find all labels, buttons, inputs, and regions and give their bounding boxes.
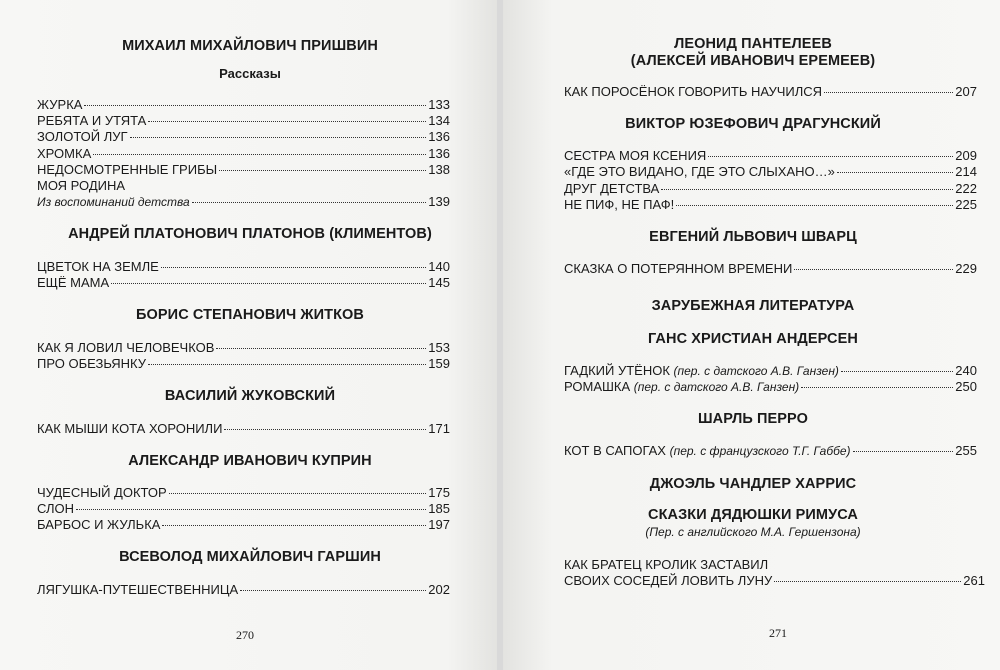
entry-title: СЛОН [37,501,74,516]
toc-entry[interactable] [37,582,450,598]
entry-page: 225 [955,197,977,212]
translator-note: (Пер. с английского М.А. Гершензона) [645,525,861,539]
toc-entry[interactable] [564,197,977,213]
dot-leader [130,137,427,138]
entry-page: 133 [428,97,450,112]
dot-leader [774,581,961,582]
author-heading-platonov: АНДРЕЙ ПЛАТОНОВИЧ ПЛАТОНОВ (КЛИМЕНТОВ) [68,226,432,242]
author-heading-dragunsky: ВИКТОР ЮЗЕФОВИЧ ДРАГУНСКИЙ [625,116,881,132]
entry-title[interactable]: МОЯ РОДИНА [37,178,126,193]
dot-leader [240,590,426,591]
toc-entry[interactable] [564,84,977,100]
toc-entry[interactable] [564,181,977,197]
right-page [503,0,1000,670]
dot-leader [169,493,427,494]
page-number: 271 [769,626,787,640]
entry-page: 145 [428,275,450,290]
entry-subtitle: Из воспоминаний детства [37,195,190,209]
page-number: 270 [236,628,254,642]
entry-title-line1[interactable]: КАК БРАТЕЦ КРОЛИК ЗАСТАВИЛ [564,557,769,572]
toc-entry[interactable] [37,356,450,372]
entry-title: НЕДОСМОТРЕННЫЕ ГРИБЫ [37,162,218,177]
dot-leader [161,267,426,268]
entry-title: ЧУДЕСНЫЙ ДОКТОР [37,485,167,500]
entry-title: СКАЗКА О ПОТЕРЯННОМ ВРЕМЕНИ [564,261,793,276]
entry-title: «ГДЕ ЭТО ВИДАНО, ГДЕ ЭТО СЛЫХАНО…» [564,164,835,179]
dot-leader [853,451,954,452]
entry-page: 138 [428,162,450,177]
author-heading-garshin: ВСЕВОЛОД МИХАЙЛОВИЧ ГАРШИН [119,549,381,565]
dot-leader [661,189,953,190]
entry-page: 153 [428,340,450,355]
toc-entry[interactable] [564,379,977,395]
dot-leader [224,429,426,430]
entry-title: ХРОМКА [37,146,92,161]
entry-page: 261 [963,573,985,588]
author-heading-andersen: ГАНС ХРИСТИАН АНДЕРСЕН [648,331,858,347]
author-heading-zhukovsky: ВАСИЛИЙ ЖУКОВСКИЙ [164,388,336,404]
entry-title: ЦВЕТОК НА ЗЕМЛЕ [37,259,159,274]
dot-leader [794,269,953,270]
dot-leader [219,170,426,171]
toc-entry[interactable] [37,340,450,356]
toc-entry[interactable] [37,485,450,501]
entry-translator: (пер. с французского Т.Г. Габбе) [669,444,851,458]
collection-heading-remus: СКАЗКИ ДЯДЮШКИ РИМУСА [648,507,858,523]
toc-entry[interactable] [37,194,450,210]
dot-leader [148,364,426,365]
author-heading-prishvin: МИХАИЛ МИХАЙЛОВИЧ ПРИШВИН [122,38,378,54]
dot-leader [708,156,953,157]
toc-entry[interactable] [37,517,450,533]
toc-entry[interactable] [37,162,450,178]
entry-title: РОМАШКА [564,379,631,394]
author-real-name: (АЛЕКСЕЙ ИВАНОВИЧ ЕРЕМЕЕВ) [630,53,876,69]
entry-title: КАК Я ЛОВИЛ ЧЕЛОВЕЧКОВ [37,340,215,355]
entry-page: 229 [955,261,977,276]
entry-title: СЕСТРА МОЯ КСЕНИЯ [564,148,707,163]
dot-leader [837,172,953,173]
entry-title: ЗОЛОТОЙ ЛУГ [37,129,128,144]
left-page [0,0,497,670]
toc-entry[interactable] [564,261,977,277]
dot-leader [93,154,426,155]
foreign-literature-heading: ЗАРУБЕЖНАЯ ЛИТЕРАТУРА [651,298,855,314]
dot-leader [676,205,953,206]
entry-page: 207 [955,84,977,99]
author-heading-shvarts: ЕВГЕНИЙ ЛЬВОВИЧ ШВАРЦ [649,229,857,245]
entry-page: 139 [428,194,450,209]
toc-entry[interactable] [37,501,450,517]
entry-page: 250 [955,379,977,394]
entry-page: 185 [428,501,450,516]
entry-page: 202 [428,582,450,597]
entry-page: 214 [955,164,977,179]
entry-page: 136 [428,129,450,144]
entry-title: ЛЯГУШКА-ПУТЕШЕСТВЕННИЦА [37,582,239,597]
toc-entry[interactable] [37,146,450,162]
author-heading-perrault: ШАРЛЬ ПЕРРО [697,411,809,427]
toc-entry[interactable] [564,573,985,589]
entry-title: КОТ В САПОГАХ [564,443,666,458]
toc-entry[interactable] [564,148,977,164]
dot-leader [824,92,953,93]
entry-title: ГАДКИЙ УТЁНОК [564,363,670,378]
entry-title-line2: СВОИХ СОСЕДЕЙ ЛОВИТЬ ЛУНУ [564,573,773,588]
entry-title: БАРБОС И ЖУЛЬКА [37,517,161,532]
dot-leader [111,283,426,284]
dot-leader [841,371,953,372]
entry-title: НЕ ПИФ, НЕ ПАФ! [564,197,675,212]
dot-leader [216,348,426,349]
toc-entry[interactable] [564,164,977,180]
entry-page: 255 [955,443,977,458]
entry-page: 209 [955,148,977,163]
toc-entry[interactable] [37,259,450,275]
toc-entry[interactable] [37,113,450,129]
entry-page: 140 [428,259,450,274]
entry-translator: (пер. с датского А.В. Ганзен) [673,364,839,378]
entry-title: ЕЩЁ МАМА [37,275,110,290]
dot-leader [801,387,953,388]
entry-title: КАК ПОРОСЁНОК ГОВОРИТЬ НАУЧИЛСЯ [564,84,823,99]
author-heading-kuprin: АЛЕКСАНДР ИВАНОВИЧ КУПРИН [128,453,372,469]
entry-title: ДРУГ ДЕТСТВА [564,181,660,196]
author-heading-panteleev: ЛЕОНИД ПАНТЕЛЕЕВ [674,36,832,52]
entry-page: 134 [428,113,450,128]
toc-entry[interactable] [564,363,977,379]
dot-leader [84,105,426,106]
subheading-stories: Рассказы [219,66,281,81]
entry-title: ПРО ОБЕЗЬЯНКУ [37,356,147,371]
entry-title: РЕБЯТА И УТЯТА [37,113,147,128]
entry-title: КАК МЫШИ КОТА ХОРОНИЛИ [37,421,223,436]
entry-page: 222 [955,181,977,196]
entry-translator: (пер. с датского А.В. Ганзен) [633,380,800,394]
dot-leader [76,509,426,510]
entry-page: 197 [428,517,450,532]
toc-entry[interactable] [37,421,450,437]
toc-entry[interactable] [37,129,450,145]
author-heading-zhitkov: БОРИС СТЕПАНОВИЧ ЖИТКОВ [136,307,364,323]
dot-leader [148,121,426,122]
entry-page: 159 [428,356,450,371]
entry-page: 136 [428,146,450,161]
dot-leader [192,202,427,203]
toc-entry[interactable] [37,275,450,291]
entry-page: 171 [428,421,450,436]
entry-page: 240 [955,363,977,378]
entry-page: 175 [428,485,450,500]
author-heading-harris: ДЖОЭЛЬ ЧАНДЛЕР ХАРРИС [649,476,857,492]
toc-entry[interactable] [564,443,977,459]
entry-title: ЖУРКА [37,97,83,112]
dot-leader [162,525,426,526]
toc-entry[interactable] [37,97,450,113]
